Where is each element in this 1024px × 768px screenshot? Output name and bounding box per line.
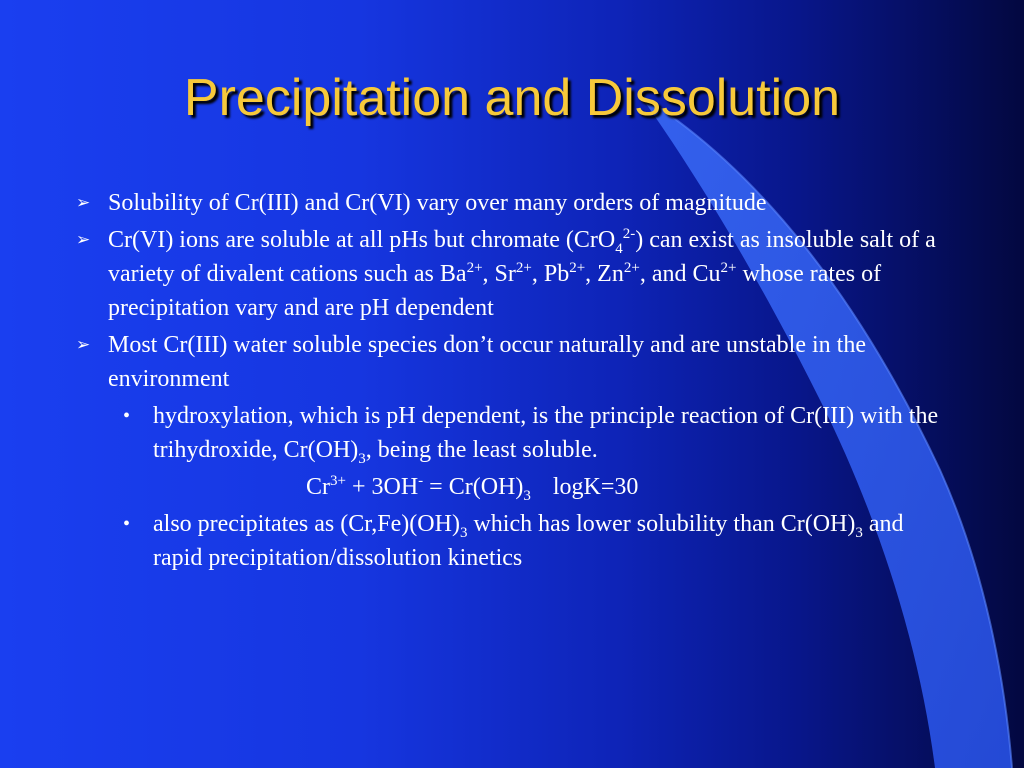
arrow-bullet-icon: ➢ xyxy=(76,230,91,249)
equation xyxy=(72,470,942,504)
bullet-cr6-ions xyxy=(72,223,942,325)
bullet-text: Cr(VI) ions are soluble at all pHs but chromate (CrO$_4^{2-}$) can exist as insoluble salt of a variety of divalent cations such as $Ba^{2+}$, $Sr^{2+}$, $Pb^{2+}$, $Zn^{2+}$, and $Cu^{2+}$ whose rates of precipitation vary and are pH dependent xyxy=(108,226,936,321)
bullet-text: hydroxylation, which is pH dependent, is the principle reaction of Cr(III) with the trihydroxide, $Cr(OH)_3$, being the least soluble. xyxy=(153,403,939,467)
slide-title: Precipitation and Dissolution xyxy=(183,69,841,127)
arrow-bullet-icon: ➢ xyxy=(76,193,91,212)
bullet-cr3-species xyxy=(72,328,942,396)
equation-formula: $Cr^{3+} + 3OH^- = Cr(OH)_3$ xyxy=(306,473,531,504)
bullet-solubility xyxy=(72,186,942,220)
bullet-text: also precipitates as $(Cr,Fe)(OH)_3$ which has lower solubility than $Cr(OH)_3$ and rapid precipitation/dissolution kinetics xyxy=(153,511,904,571)
sub-bullet-coprecipitation xyxy=(117,507,942,575)
dot-bullet-icon: • xyxy=(123,513,131,535)
arrow-bullet-icon: ➢ xyxy=(76,335,91,354)
equation-logk: logK=30 xyxy=(552,474,639,500)
bullet-text: Solubility of Cr(III) and Cr(VI) vary over many orders of magnitude xyxy=(108,190,767,216)
dot-bullet-icon: • xyxy=(123,405,131,427)
bullet-text: Most Cr(III) water soluble species don’t occur naturally and are unstable in the environment xyxy=(108,332,866,392)
slide-body xyxy=(72,186,942,578)
sub-bullet-hydroxylation xyxy=(117,399,942,467)
